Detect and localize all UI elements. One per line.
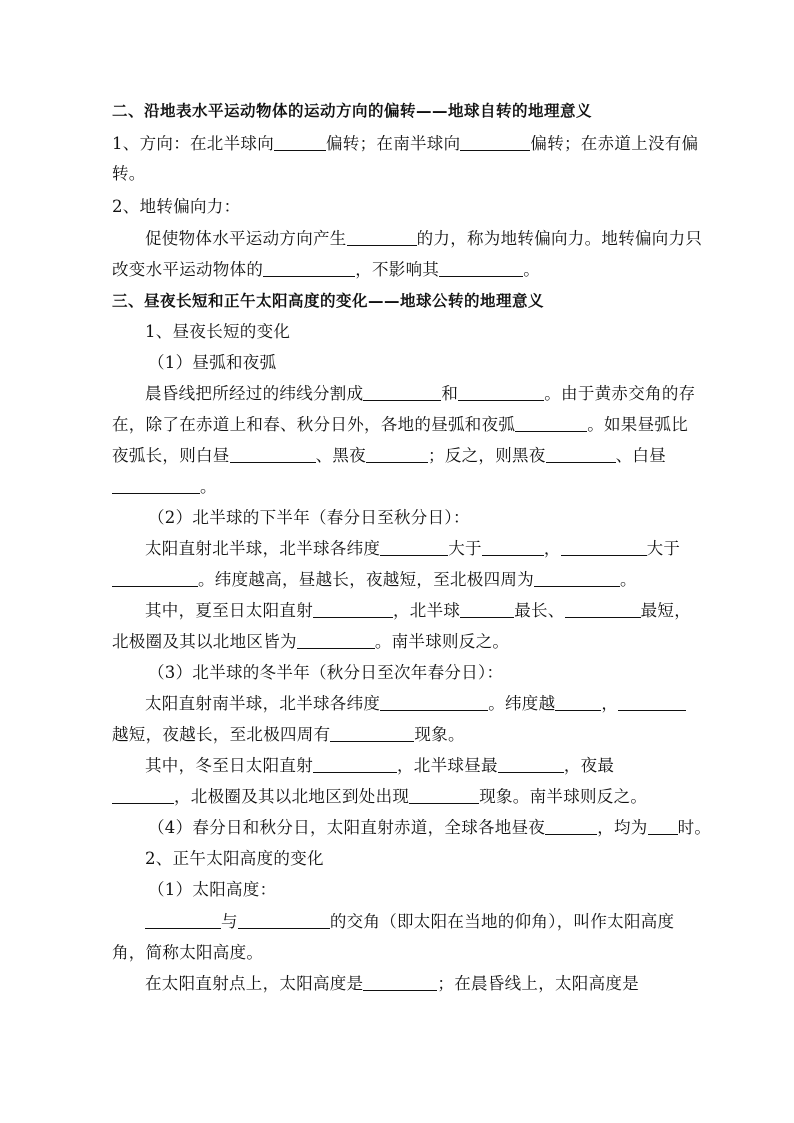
paragraph: [145, 383, 696, 405]
paragraph: [112, 476, 687, 498]
text: 。: [200, 477, 217, 496]
subheading: 1、昼夜长短的变化: [145, 322, 291, 341]
text: 其中，夏至日太阳直射: [145, 601, 313, 620]
blank-field[interactable]: [648, 818, 678, 835]
paragraph: [112, 259, 687, 281]
text: ，北半球: [393, 601, 461, 620]
subheading: 2、正午太阳高度的变化: [145, 849, 324, 868]
paragraph: [112, 445, 687, 467]
text: 夜弧长，则白昼: [112, 446, 230, 465]
paragraph: [145, 973, 685, 995]
paragraph: [145, 600, 692, 622]
paragraph: [112, 133, 699, 155]
text: 现象。: [414, 725, 465, 744]
paragraph: [112, 724, 687, 746]
blank-field[interactable]: [313, 756, 397, 773]
paragraph: [145, 228, 703, 250]
text: 改变水平运动物体的: [112, 260, 264, 279]
subheading: 2、地转偏向力：: [112, 197, 241, 216]
text: 和: [441, 384, 459, 403]
text: ，: [601, 694, 619, 713]
text: ，北半球昼最: [397, 756, 498, 775]
text: ，夜最: [563, 756, 615, 775]
blank-field[interactable]: [565, 601, 641, 618]
text: ，均为: [597, 818, 648, 837]
blank-field[interactable]: [112, 477, 200, 494]
blank-field[interactable]: [363, 974, 437, 991]
blank-field[interactable]: [546, 446, 616, 463]
text: 1、方向：在北半球向: [112, 134, 274, 153]
blank-field[interactable]: [534, 570, 620, 587]
text: ，北极圈及其以北地区到处出现: [174, 787, 410, 806]
blank-field[interactable]: [380, 539, 448, 556]
text: 最短，: [640, 601, 692, 620]
blank-field[interactable]: [545, 818, 597, 835]
blank-field[interactable]: [439, 260, 523, 277]
blank-field[interactable]: [145, 912, 221, 929]
blank-field[interactable]: [297, 632, 375, 649]
blank-field[interactable]: [112, 570, 198, 587]
text: 时。: [677, 818, 712, 837]
blank-field[interactable]: [112, 787, 174, 804]
text: 在，除了在赤道上和春、秋分日外，各地的昼弧和夜弧: [112, 415, 516, 434]
section-3-title: 三、昼夜长短和正午太阳高度的变化——地球公转的地理意义: [112, 292, 545, 310]
text: 。纬度越高，昼越长，夜越短，至北极四周为: [198, 570, 534, 589]
blank-field[interactable]: [460, 601, 514, 618]
text: 、白昼: [615, 446, 667, 465]
blank-field[interactable]: [313, 601, 393, 618]
text: 最长、: [514, 601, 565, 620]
subheading: （3）北半球的冬半年（秋分日至次年春分日）：: [148, 663, 504, 682]
text: 。: [523, 260, 541, 279]
blank-field[interactable]: [363, 384, 441, 401]
text: 。纬度越: [488, 694, 556, 713]
text: 的交角（即太阳在当地的仰角），叫作太阳高度: [329, 912, 675, 931]
blank-field[interactable]: [460, 134, 530, 151]
subheading: （1）昼弧和夜弧: [148, 353, 277, 372]
blank-field[interactable]: [347, 229, 417, 246]
text: 现象。南半球则反之。: [479, 787, 648, 806]
text: 北极圈及其以北地区皆为: [112, 632, 297, 651]
text: 、黑夜: [315, 446, 367, 465]
text-line: 转。: [112, 164, 146, 183]
blank-field[interactable]: [561, 539, 647, 556]
text: ；反之，则黑夜: [428, 446, 546, 465]
text: 与: [221, 912, 238, 931]
paragraph: [112, 414, 687, 436]
text: （4）春分日和秋分日，太阳直射赤道，全球各地昼夜: [148, 818, 546, 837]
text: 太阳直射北半球，北半球各纬度: [145, 539, 381, 558]
text: 的力，称为地转偏向力。地转偏向力只: [416, 229, 703, 248]
text: 。如果昼弧比: [587, 415, 689, 434]
text: 太阳直射南半球，北半球各纬度: [145, 694, 381, 713]
blank-field[interactable]: [482, 539, 544, 556]
text: ，不影响其: [355, 260, 440, 279]
blank-field[interactable]: [366, 446, 428, 463]
paragraph: [112, 631, 687, 653]
paragraph: [145, 693, 685, 715]
text: 大于: [646, 539, 681, 558]
section-2-title: 二、沿地表水平运动物体的运动方向的偏转——地球自转的地理意义: [112, 102, 593, 120]
text: 。由于黄赤交角的存: [544, 384, 696, 403]
paragraph: [112, 569, 687, 591]
subheading: （1）太阳高度：: [148, 880, 277, 899]
blank-field[interactable]: [409, 787, 479, 804]
blank-field[interactable]: [263, 260, 355, 277]
text: 晨昏线把所经过的纬线分割成: [145, 384, 364, 403]
paragraph: [145, 911, 685, 933]
paragraph: [145, 538, 685, 560]
text: 偏转；在南半球向: [326, 134, 461, 153]
blank-field[interactable]: [380, 694, 488, 711]
text: 促使物体水平运动方向产生: [145, 229, 347, 248]
blank-field[interactable]: [498, 756, 564, 773]
paragraph: [112, 786, 687, 808]
blank-field[interactable]: [230, 446, 316, 463]
blank-field[interactable]: [555, 694, 601, 711]
paragraph: [148, 817, 712, 839]
blank-field[interactable]: [274, 134, 326, 151]
text: 越短，夜越长，至北极四周有: [112, 725, 331, 744]
text: ，: [543, 539, 561, 558]
subheading: （2）北半球的下半年（春分日至秋分日）：: [148, 508, 470, 527]
text: 在太阳直射点上，太阳高度是: [145, 974, 364, 993]
paragraph: [145, 755, 685, 777]
blank-field[interactable]: [238, 912, 330, 929]
text: 其中，冬至日太阳直射: [145, 756, 313, 775]
text-line: 角，简称太阳高度。: [112, 943, 264, 962]
text: 。南半球则反之。: [374, 632, 510, 651]
blank-field[interactable]: [618, 694, 686, 711]
text: ；在晨昏线上，太阳高度是: [437, 974, 640, 993]
text: 偏转；在赤道上没有偏: [530, 134, 699, 153]
text: 大于: [448, 539, 482, 558]
blank-field[interactable]: [458, 384, 544, 401]
blank-field[interactable]: [330, 725, 414, 742]
blank-field[interactable]: [515, 415, 587, 432]
text: 。: [620, 570, 637, 589]
